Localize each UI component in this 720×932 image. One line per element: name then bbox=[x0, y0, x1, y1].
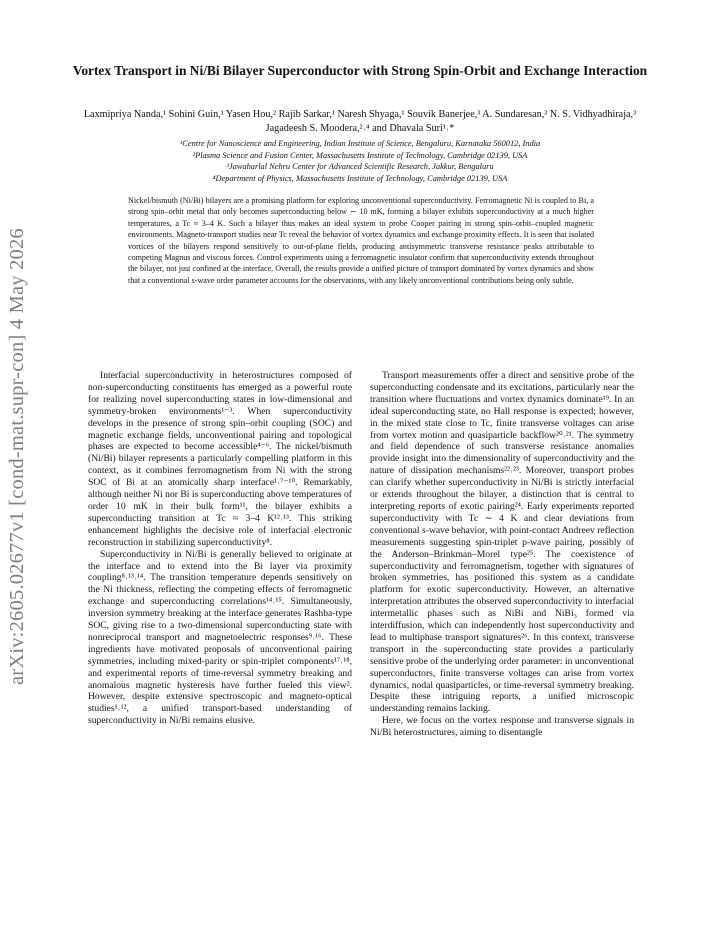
author-list: Laxmipriya Nanda,¹ Sohini Guin,¹ Yasen Hou,² Rajib Sarkar,¹ Naresh Shyaga,¹ Souvik Banerjee,³ A. Sundaresan,³ N. S. Vidhyadhiraja,³ Jagadeesh S. Moodera,²˒⁴ and Dhavala Suri¹˒* bbox=[83, 109, 637, 134]
paragraph: Here, we focus on the vortex response and transverse signals in Ni/Bi heterostructures, aiming to disentangle bbox=[370, 715, 634, 739]
paragraph: Transport measurements offer a direct and sensitive probe of the superconducting condensate and its excitations, particularly near the transition where fluctuations and vortex dynamics dominate¹⁹. In an ideal superconducting state, no Hall response is expected; however, in the mixed state close to Tc, finite transverse voltages can arise from vortex motion and quasiparticle backflow²⁰˒²¹. The symmetry and field dependence of such transverse resistance anomalies provide insight into the dimensionality of superconductivity and the nature of dissipation mechanisms²²˒²³. Moreover, transport probes can clarify whether superconductivity in Ni/Bi is strictly interfacial or extends throughout the bilayer, a distinction that is central to interpreting reports of exotic pairing²⁴. Early experiments reported superconductivity with Tc ∼ 4 K and clear deviations from conventional s-wave behavior, with point-contact Andreev reflection measurements suggesting spin-triplet p-wave pairing, possibly of the Anderson–Brinkman–Morel type²⁵. The coexistence of superconductivity and ferromagnetism, together with signatures of broken symmetries, has positioned this system as a candidate platform for exotic superconductivity. However, an alternative interpretation attributes the observed superconductivity to interfacial intermetallic phases such as NiBi and NiBi₃ formed via interdiffusion, which can independently host superconductivity and lead to multiphase transport signatures²⁶. In this context, transverse transport in the superconducting state provides a particularly sensitive probe of the underlying order parameter: in unconventional superconductors, finite transverse voltages can arise from vortex dynamics, nodal quasiparticles, or time-reversal symmetry breaking. Despite these intriguing reports, a unified microscopic understanding remains lacking. bbox=[370, 370, 634, 715]
affiliation-1: ¹Centre for Nanoscience and Engineering, Indian Institute of Science, Bengaluru, Karnataka 560012, India bbox=[179, 139, 541, 148]
affiliations bbox=[80, 138, 640, 184]
body-column-left bbox=[88, 370, 352, 727]
affiliation-3: ³Jawaharlal Nehru Center for Advanced Scientific Research, Jakkur, Bengaluru bbox=[226, 162, 494, 172]
affiliation-2: ²Plasma Science and Fusion Center, Massachusetts Institute of Technology, Cambridge 02139, USA bbox=[192, 150, 528, 160]
paper-title: Vortex Transport in Ni/Bi Bilayer Superconductor with Strong Spin-Orbit and Exchange Interaction bbox=[72, 63, 648, 78]
affiliation-4: ⁴Department of Physics, Massachusetts Institute of Technology, Cambridge 02139, USA bbox=[212, 173, 508, 183]
abstract: Nickel/bismuth (Ni/Bi) bilayers are a promising platform for exploring unconventional superconductivity. Ferromagnetic Ni is coupled to Bi, a strong spin–orbit metal that only becomes superconducting below ∼ 10 mK, forming a bilayer exhibits superconductivity at a much higher temperatures, a Tc ≈ 3–4 K. Such a bilayer thus makes an ideal system to probe Cooper pairing in strong spin–orbit–coupled magnetic environments. Magneto-transport studies near Tc reveal the behavior of vortex dynamics and exchange proximity effects. It is seen that isolated vortices of the bilayers respond sensitively to out-of-plane fields, producing antisymmetric transverse resistance peaks attributable to competing Magnus and viscous forces. Control experiments using a ferromagnetic insulator confirm that superconductivity extends throughout the bilayer, not just confined at the interface. Overall, the results provide a unified picture of transport dominated by vortex dynamics and show that a conventional s-wave order parameter accounts for the observations, with any likely unconventional contributions being only subtle. bbox=[128, 196, 594, 285]
paragraph: Interfacial superconductivity in heterostructures composed of non-superconducting constituents has emerged as a powerful route for realizing novel superconducting states in low-dimensional and symmetry-broken environments¹⁻³. When superconductivity develops in the presence of strong spin–orbit coupling (SOC) and magnetic exchange fields, unconventional pairing and topological phases are expected to become accessible⁴⁻⁶. The nickel/bismuth (Ni/Bi) bilayer represents a particularly compelling platform in this context, as it combines ferromagnetism from Ni with the strong SOC of Bi at an atomically sharp interface¹˒⁷⁻¹⁰. Remarkably, although neither Ni nor Bi is superconducting above temperatures of order 10 mK in their bulk form¹¹, the bilayer exhibits a superconducting transition at Tc ≈ 3–4 K¹²˒¹³. This striking enhancement highlights the decisive role of interfacial electronic reconstruction in stabilizing superconductivity⁸. bbox=[88, 370, 352, 548]
paragraph: Superconductivity in Ni/Bi is generally believed to originate at the interface and to extend into the Bi layer via proximity coupling⁸˒¹³˒¹⁴. The transition temperature depends sensitively on the Ni thickness, reflecting the competing effects of ferromagnetic exchange and superconducting correlations¹⁴˒¹⁵. Simultaneously, inversion symmetry breaking at the interface generates Rashba-type SOC, giving rise to a two-dimensional superconducting state with nonreciprocal transport and magnetoelectric responses⁹˒¹⁶. These ingredients have motivated proposals of unconventional pairing symmetries, including mixed-parity or spin-triplet components¹⁷˒¹⁸, and experimental reports of time-reversal symmetry breaking and anomalous magnetic hysteresis have further fueled this view². However, despite extensive spectroscopic and magneto-optical studies¹˒¹², a unified transport-based understanding of superconductivity in Ni/Bi remains elusive. bbox=[88, 548, 352, 727]
arxiv-identifier: arXiv:2605.02677v1 [cond-mat.supr-con] 4 May 2026 bbox=[6, 228, 28, 685]
body-column-right bbox=[370, 370, 634, 739]
